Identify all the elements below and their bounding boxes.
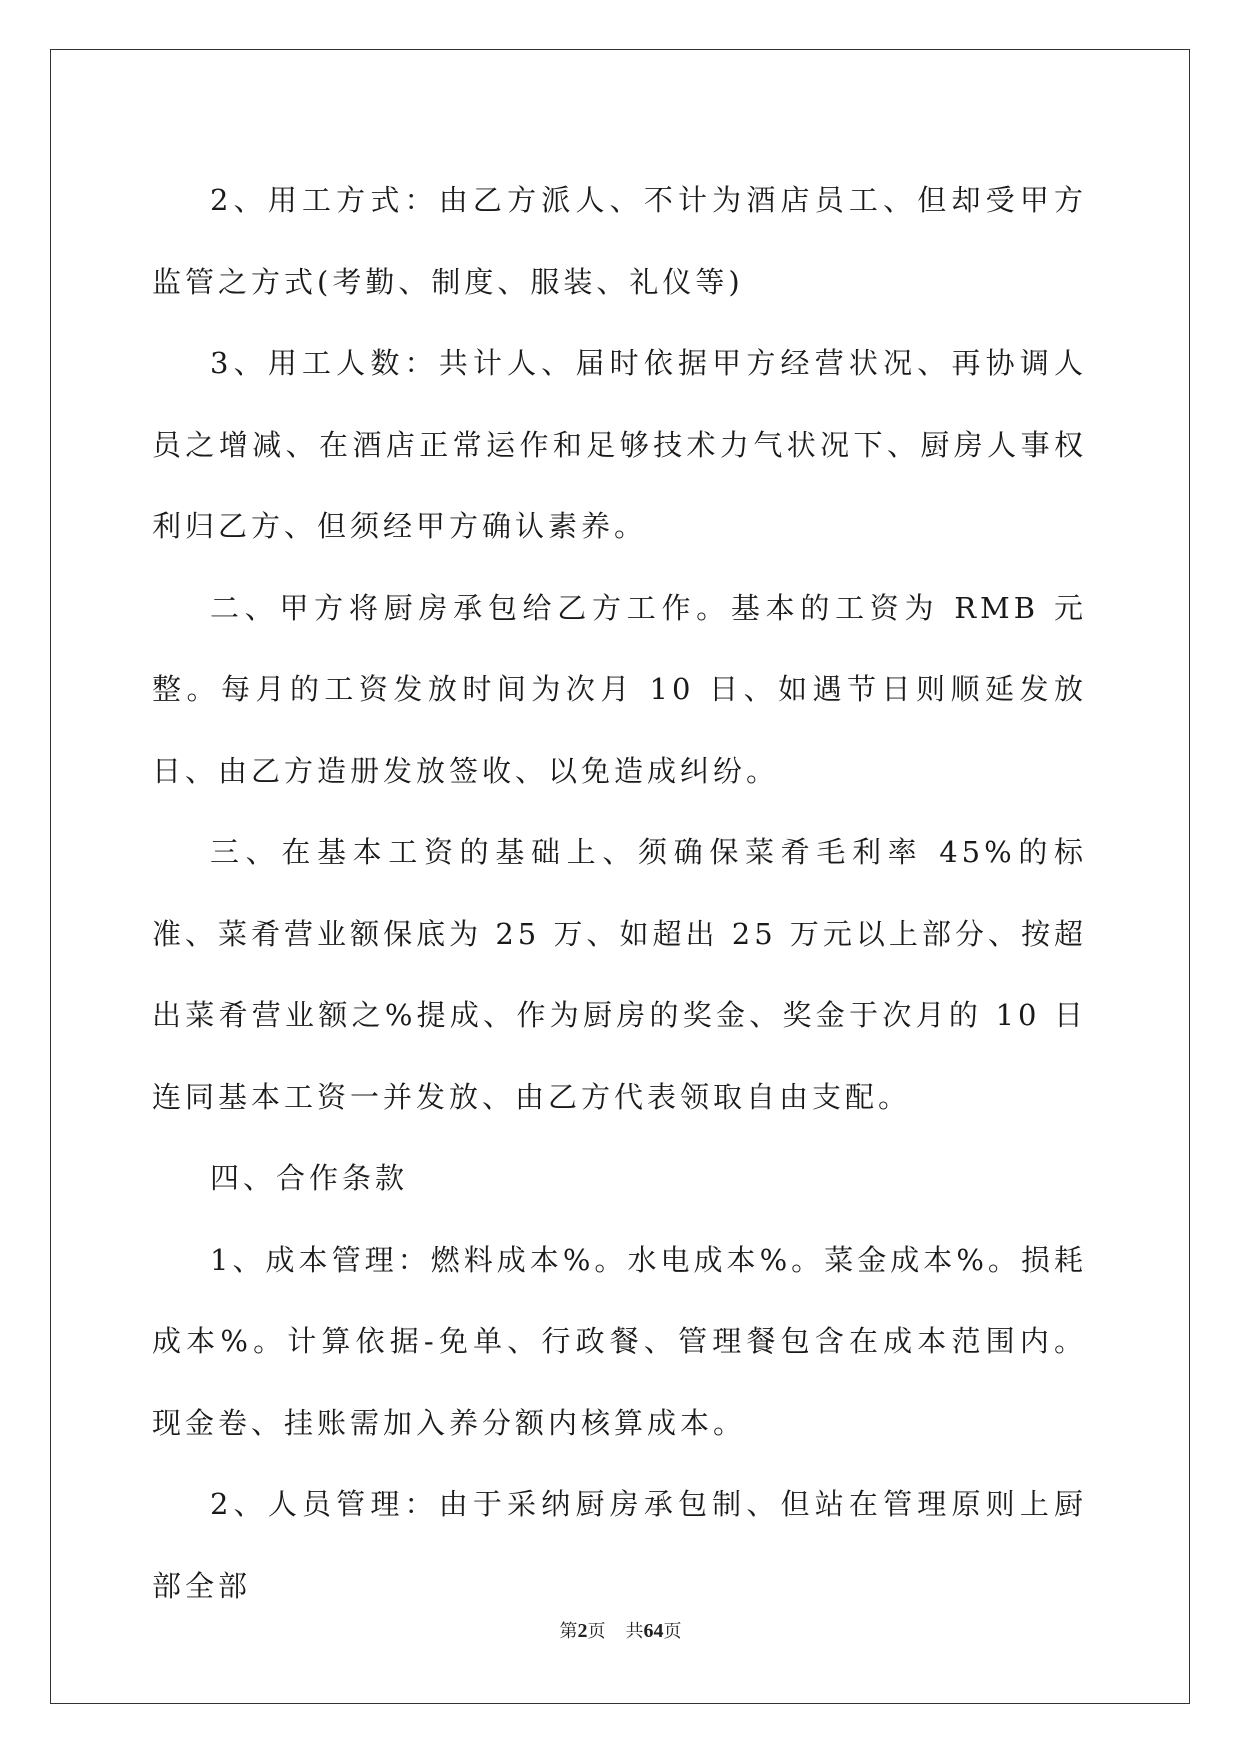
paragraph-section-3-bonus: 三、在基本工资的基础上、须确保菜肴毛利率 45%的标准、菜肴营业额保底为 25 万、如超出 25 万元以上部分、按超出菜肴营业额之%提成、作为厨房的奖金、奖金于次月的 10 日连同基本工资一并发放、由乙方代表领取自由支配。 — [152, 835, 1087, 1114]
page-number-footer — [0, 1617, 1241, 1643]
document-body — [152, 160, 1087, 1627]
paragraph-headcount: 3、用工人数：共计人、届时依据甲方经营状况、再协调人员之增减、在酒店正常运作和足够技术力气状况下、厨房人事权利归乙方、但须经甲方确认素养。 — [152, 346, 1087, 543]
paragraph-employment-method: 2、用工方式：由乙方派人、不计为酒店员工、但却受甲方监管之方式(考勤、制度、服装、礼仪等) — [152, 183, 1087, 299]
heading-section-4-cooperation-terms: 四、合作条款 — [210, 1161, 409, 1195]
footer-page-suffix: 页 — [587, 1621, 606, 1642]
footer-page-prefix: 第 — [559, 1621, 578, 1642]
footer-total-prefix: 共 — [625, 1621, 644, 1642]
paragraph-personnel-management: 2、人员管理：由于采纳厨房承包制、但站在管理原则上厨部全部 — [152, 1487, 1087, 1603]
paragraph-cost-management: 1、成本管理：燃料成本%。水电成本%。菜金成本%。损耗成本%。计算依据-免单、行政餐、管理餐包含在成本范围内。现金卷、挂账需加入养分额内核算成本。 — [152, 1242, 1087, 1440]
paragraph-section-2-salary: 二、甲方将厨房承包给乙方工作。基本的工资为 RMB 元整。每月的工资发放时间为次月 10 日、如遇节日则顺延发放日、由乙方造册发放签收、以免造成纠纷。 — [152, 590, 1087, 788]
footer-total-pages: 64 — [643, 1620, 664, 1642]
footer-total-suffix: 页 — [663, 1621, 682, 1642]
footer-current-page: 2 — [577, 1620, 588, 1642]
